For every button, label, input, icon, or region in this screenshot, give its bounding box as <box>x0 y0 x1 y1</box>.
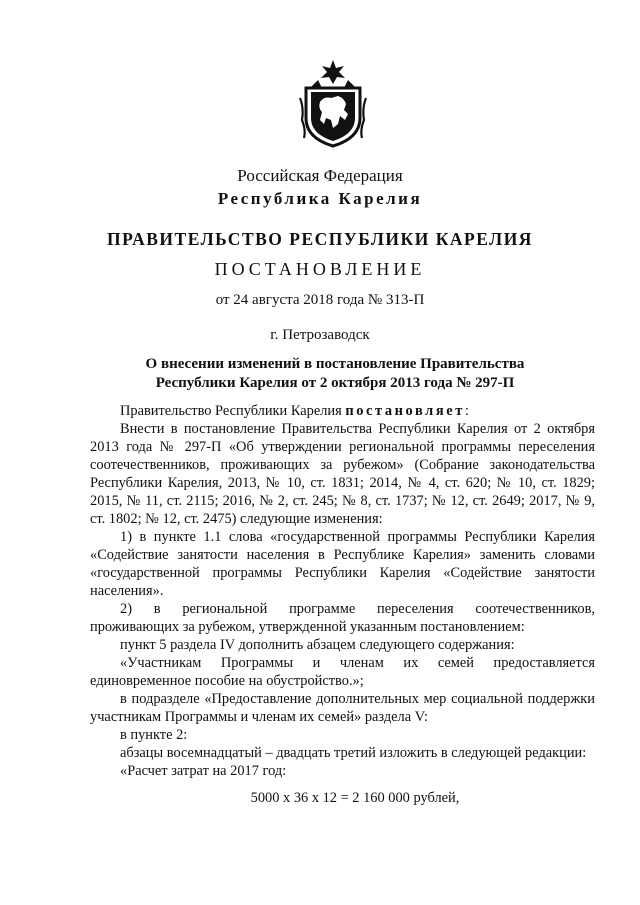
header-republic: Республика Карелия <box>217 189 423 208</box>
decree-city: г. Петрозаводск <box>270 327 370 343</box>
body-paragraph: Внести в постановление Правительства Республики Карелия от 2 октября 2013 года № 297-П «Об утверждении региональной программы переселения соотечественников, проживающих за рубежом» (Собрание законодательства Республики Карелия, 2013, № 10, ст. 1831; 2014, № 4, ст. 620; № 10, ст. 1829; 2015, № 11, ст. 2115; 2016, № 2, ст. 245; № 8, ст. 1737; № 12, ст. 2649; 2017, № 9, ст. 1802; № 12, ст. 2475) следующие изменения: <box>90 421 595 527</box>
body-paragraph: 1) в пункте 1.1 слова «государственной программы Республики Карелия «Содействие занятости населения в Республике Карелия» заменить словами «государственной программы Республики Карелия «Содействие занятости населения». <box>90 529 595 599</box>
body-intro-text: Правительство Республики Карелия <box>120 403 346 419</box>
decree-subject-line1: О внесении изменений в постановление Правительства <box>145 356 525 372</box>
body-paragraph: в пункте 2: <box>120 727 188 743</box>
decree-body <box>90 402 595 780</box>
body-paragraph: «Расчет затрат на 2017 год: <box>120 763 287 779</box>
header-federation: Российская Федерация <box>237 166 403 185</box>
body-intro <box>90 402 595 420</box>
header-decree-title: ПОСТАНОВЛЕНИЕ <box>214 259 426 279</box>
decree-date-number: от 24 августа 2018 года № 313-П <box>215 292 425 308</box>
karelia-coat-of-arms-emblem <box>298 58 368 148</box>
body-intro-end: : <box>464 403 469 419</box>
body-paragraph: 2) в региональной программе переселения соотечественников, проживающих за рубежом, утвержденной указанным постановлением: <box>90 601 595 635</box>
body-paragraph: «Участникам Программы и членам их семей предоставляется единовременное пособие на обустройство.»; <box>90 655 595 689</box>
decree-subject <box>90 355 580 393</box>
decree-subject-line2: Республики Карелия от 2 октября 2013 года № 297-П <box>155 375 515 391</box>
body-paragraph: пункт 5 раздела IV дополнить абзацем следующего содержания: <box>120 637 515 653</box>
body-paragraph: в подразделе «Предоставление дополнительных мер социальной поддержки участникам Программы и членам их семей» раздела V: <box>90 691 595 725</box>
body-paragraph: абзацы восемнадцатый – двадцать третий изложить в следующей редакции: <box>120 745 587 761</box>
body-intro-verb: постановляет <box>345 403 465 419</box>
header-government: ПРАВИТЕЛЬСТВО РЕСПУБЛИКИ КАРЕЛИЯ <box>107 229 533 249</box>
cost-formula: 5000 х 36 х 12 = 2 160 000 рублей, <box>250 790 460 806</box>
